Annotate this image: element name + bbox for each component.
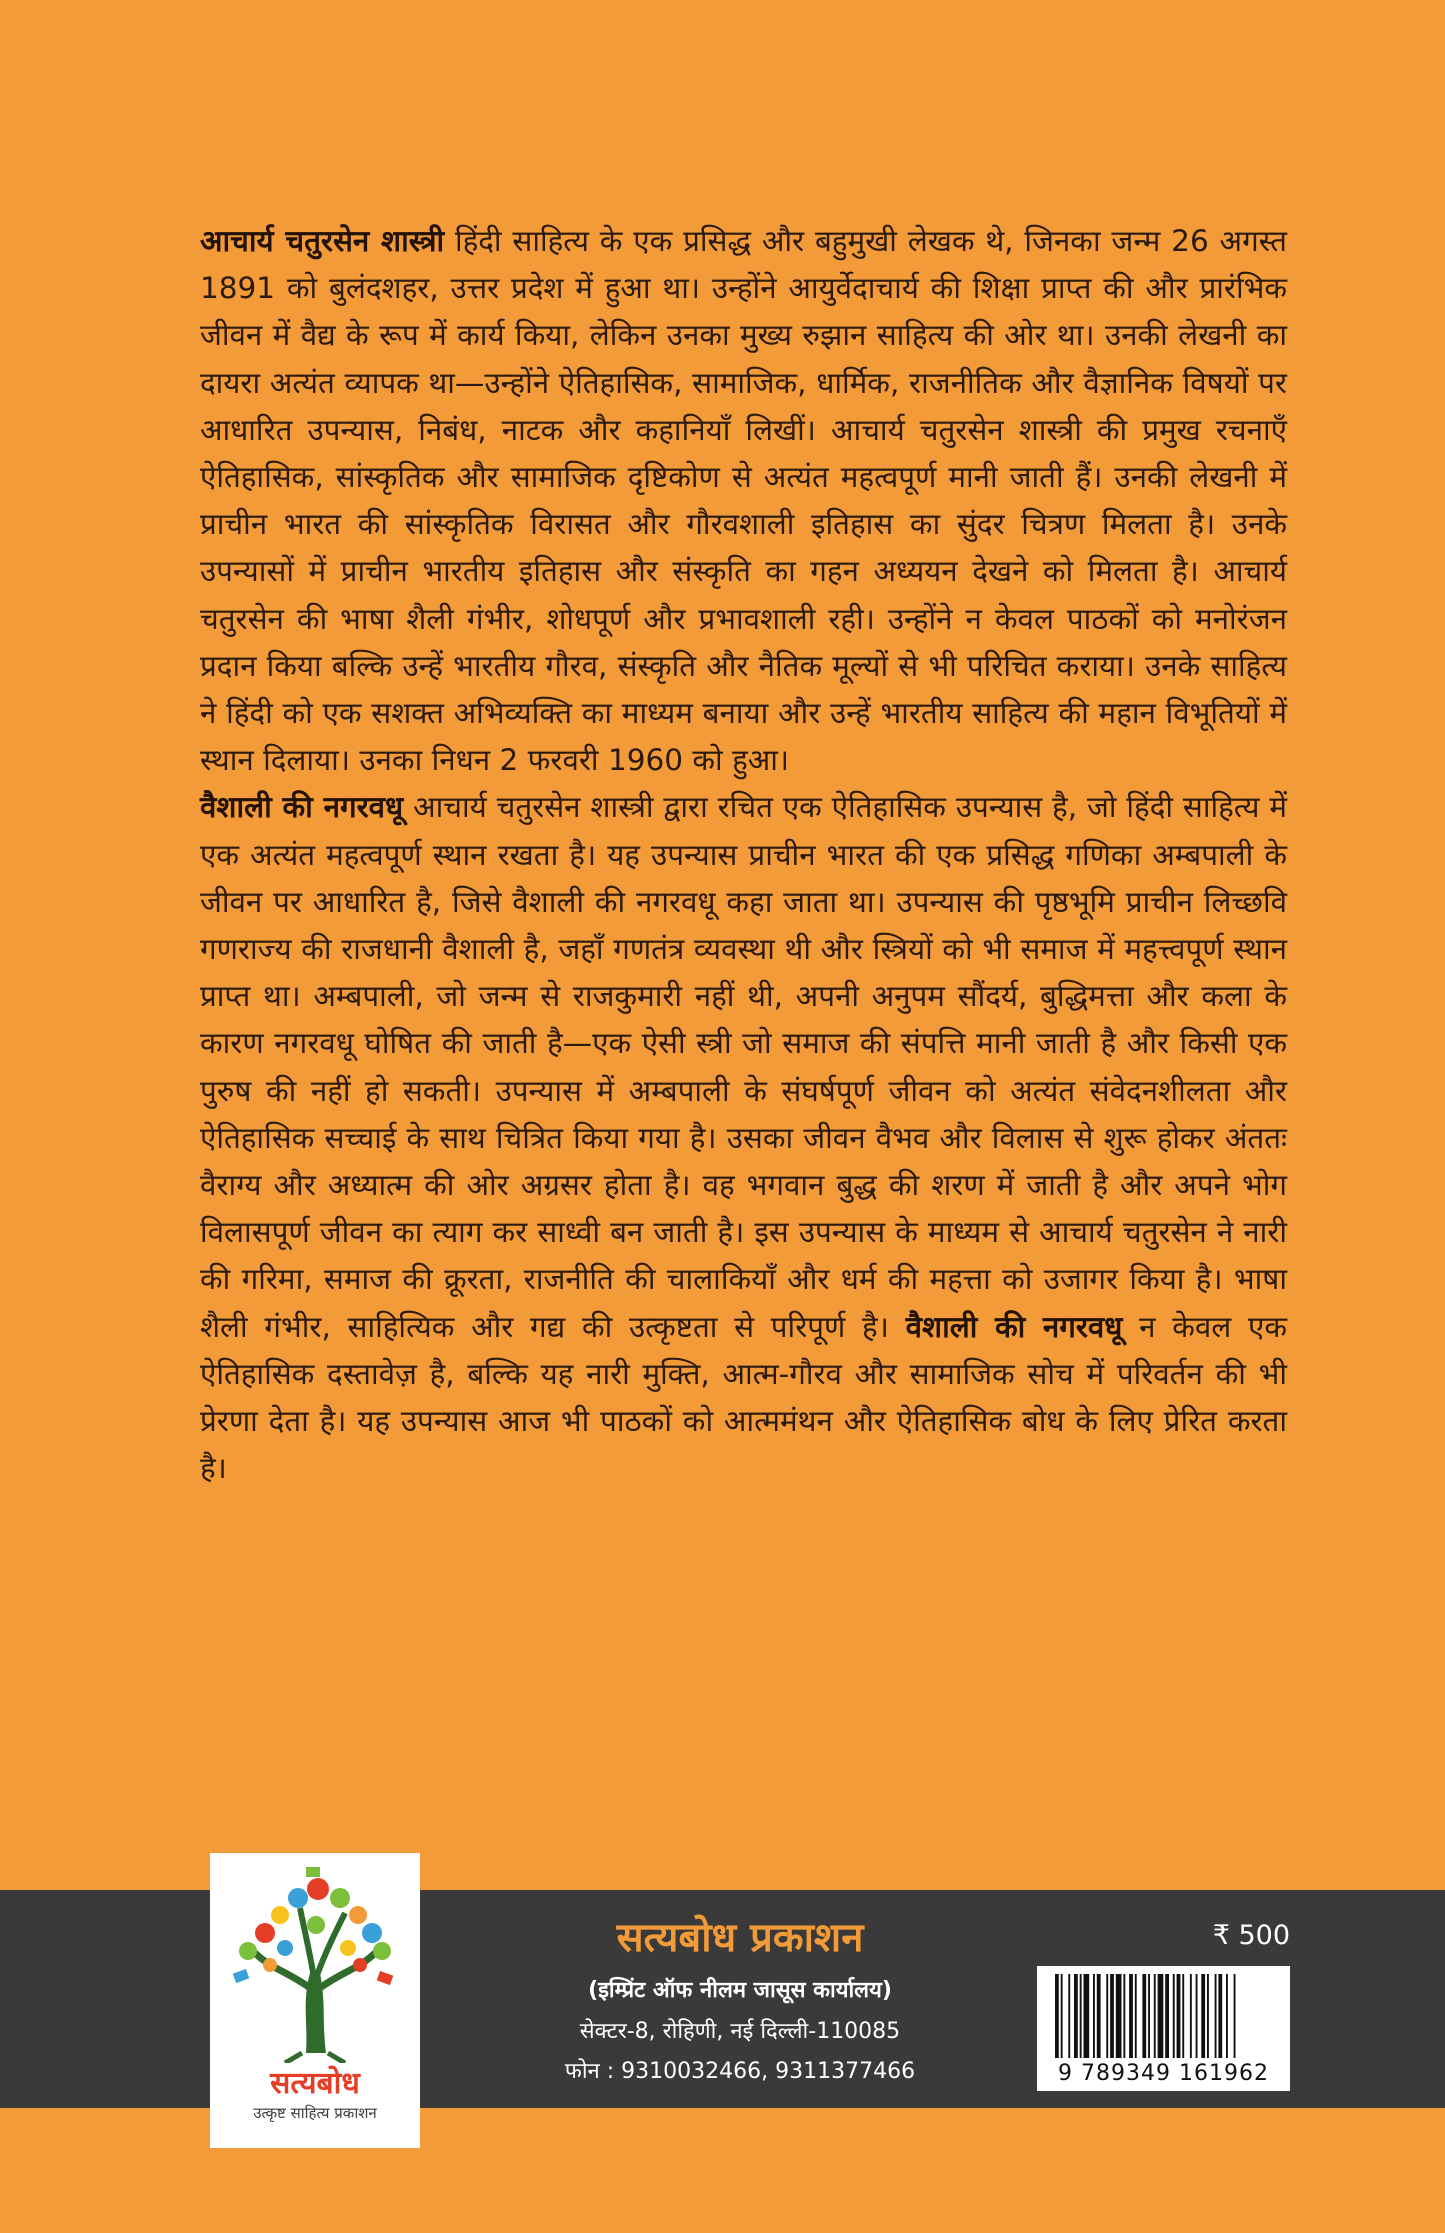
book-title: वैशाली की नगरवधू [200, 790, 404, 825]
publisher-logo [210, 1853, 420, 2148]
publisher-name: सत्यबोध प्रकाशन [616, 1915, 864, 1961]
author-description: हिंदी साहित्य के एक प्रसिद्ध और बहुमुखी लेखक थे, जिनका जन्म 26 अगस्त 1891 को बुलंदशहर, उत्तर प्रदेश में हुआ था। उन्होंने आयुर्वेदाचार्य की शिक्षा प्राप्त की और प्रारंभिक जीवन में वैद्य के रूप में कार्य किया, लेकिन उनका मुख्य रुझान साहित्य की ओर था। उनकी लेखनी का दायरा अत्यंत व्यापक था—उन्होंने ऐतिहासिक, सामाजिक, धार्मिक, राजनीतिक और वैज्ञानिक विषयों पर आधारित उपन्यास, निबंध, नाटक और कहानियाँ लिखीं। आचार्य चतुरसेन शास्त्री की प्रमुख रचनाएँ ऐतिहासिक, सांस्कृतिक और सामाजिक दृष्टिकोण से अत्यंत महत्वपूर्ण मानी जाती हैं। उनकी लेखनी में प्राचीन भारत की सांस्कृतिक विरासत और गौरवशाली इतिहास का सुंदर चित्रण मिलता है। उनके उपन्यासों में प्राचीन भारतीय इतिहास और संस्कृति का गहन अध्ययन देखने को मिलता है। आचार्य चतुरसेन की भाषा शैली गंभीर, शोधपूर्ण और प्रभावशाली रही। उन्होंने न केवल पाठकों को मनोरंजन प्रदान किया बल्कि उन्हें भारतीय गौरव, संस्कृति और नैतिक मूल्यों से भी परिचित कराया। उनके साहित्य ने हिंदी को एक सशक्त अभिव्यक्ति का माध्यम बनाया और उन्हें भारतीय साहित्य की महान विभूतियों में स्थान दिलाया। उनका निधन 2 फरवरी 1960 को हुआ। [200, 224, 1287, 778]
logo-tagline: उत्कृष्ट साहित्य प्रकाशन [253, 2104, 377, 2122]
logo-name: सत्यबोध [270, 2066, 360, 2101]
blurb-text [200, 218, 1287, 1492]
barcode-number: 9 789349 161962 [1058, 2061, 1269, 2086]
publisher-info [480, 1910, 1000, 2092]
barcode-icon [1037, 1966, 1290, 2061]
price-label: ₹ 500 [1212, 1920, 1290, 1951]
author-name: आचार्य चतुरसेन शास्त्री [200, 224, 445, 258]
publisher-address: सेक्टर-8, रोहिणी, नई दिल्ली-110085 [579, 2019, 901, 2044]
isbn-barcode [1037, 1966, 1290, 2091]
tree-book-icon [210, 1853, 420, 2063]
book-title-repeat: वैशाली की नगरवधू [905, 1309, 1123, 1344]
book-description-part1: आचार्य चतुरसेन शास्त्री द्वारा रचित एक ऐतिहासिक उपन्यास है, जो हिंदी साहित्य में एक अत्यंत महत्वपूर्ण स्थान रखता है। यह उपन्यास प्राचीन भारत की एक प्रसिद्ध गणिका अम्बपाली के जीवन पर आधारित है, जिसे वैशाली की नगरवधू कहा जाता था। उपन्यास की पृष्ठभूमि प्राचीन लिच्छवि गणराज्य की राजधानी वैशाली है, जहाँ गणतंत्र व्यवस्था थी और स्त्रियों को भी समाज में महत्त्वपूर्ण स्थान प्राप्त था। अम्बपाली, जो जन्म से राजकुमारी नहीं थी, अपनी अनुपम सौंदर्य, बुद्धिमत्ता और कला के कारण नगरवधू घोषित की जाती है—एक ऐसी स्त्री जो समाज की संपत्ति मानी जाती है और किसी एक पुरुष की नहीं हो सकती। उपन्यास में अम्बपाली के संघर्षपूर्ण जीवन को अत्यंत संवेदनशीलता और ऐतिहासिक सच्चाई के साथ चित्रित किया गया है। उसका जीवन वैभव और विलास से शुरू होकर अंततः वैराग्य और अध्यात्म की ओर अग्रसर होता है। वह भगवान बुद्ध की शरण में जाती है और अपने भोग विलासपूर्ण जीवन का त्याग कर साध्वी बन जाती है। इस उपन्यास के माध्यम से आचार्य चतुरसेन ने नारी की गरिमा, समाज की क्रूरता, राजनीति की चालाकियाँ और धर्म की महत्ता को उजागर किया है। भाषा शैली गंभीर, साहित्यिक और गद्य की उत्कृष्टता से परिपूर्ण है। [200, 790, 1287, 1344]
publisher-imprint: (इम्प्रिंट ऑफ नीलम जासूस कार्यालय) [588, 1978, 892, 2003]
book-description-part2: न केवल एक ऐतिहासिक दस्तावेज़ है, बल्कि यह नारी मुक्ति, आत्म-गौरव और सामाजिक सोच में परिवर्तन की भी प्रेरणा देता है। यह उपन्यास आज भी पाठकों को आत्ममंथन और ऐतिहासिक बोध के लिए प्रेरित करता है। [200, 1309, 1287, 1486]
publisher-phone: फोन : 9310032466, 9311377466 [564, 2059, 916, 2084]
book-paragraph [200, 784, 1287, 1492]
author-paragraph [200, 218, 1287, 784]
